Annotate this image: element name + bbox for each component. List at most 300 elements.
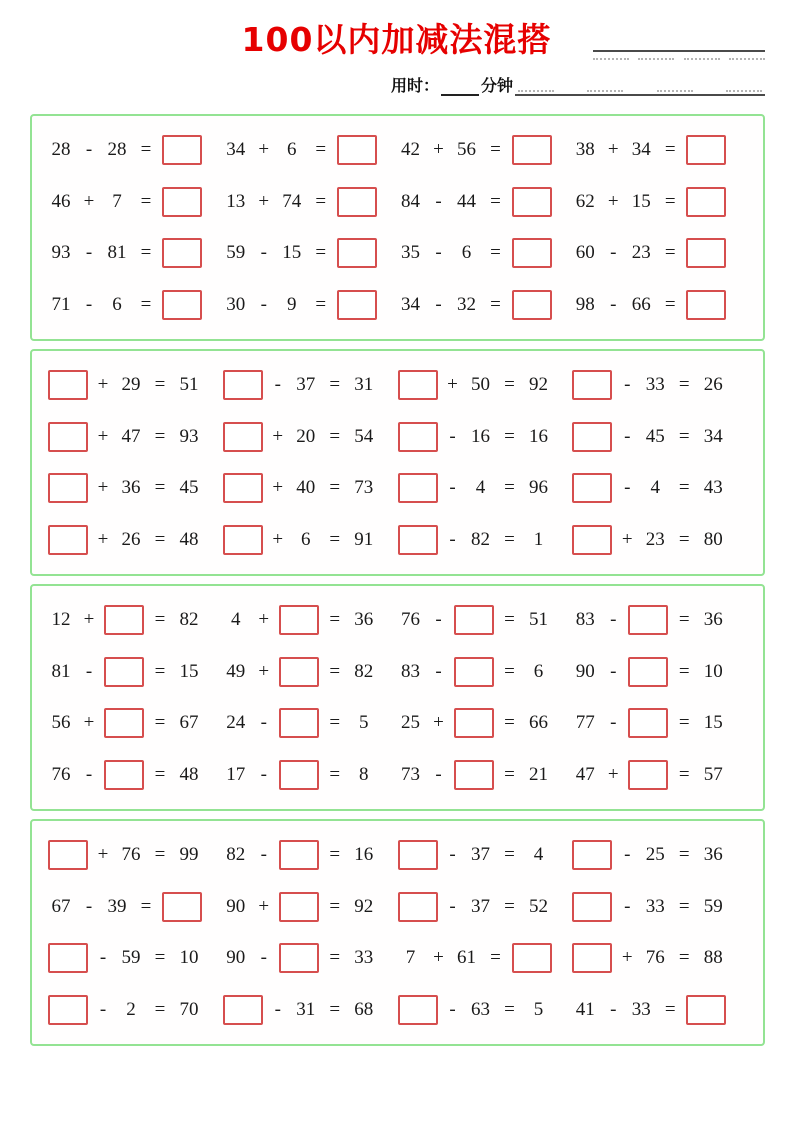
operand-number: 76: [121, 843, 141, 865]
math-problem: [48, 934, 223, 982]
answer-box[interactable]: [337, 135, 377, 165]
answer-box[interactable]: [512, 187, 552, 217]
operator-sign: -: [449, 843, 456, 865]
equals-sign: =: [154, 425, 166, 447]
result-number: 4: [533, 843, 544, 865]
result-number: 92: [354, 895, 374, 917]
equals-sign: =: [664, 138, 676, 160]
operand-number: 98: [575, 294, 595, 316]
equals-sign: =: [140, 294, 152, 316]
operand-number: 71: [51, 294, 71, 316]
math-problem: [223, 648, 398, 696]
answer-box[interactable]: [572, 473, 612, 503]
equals-sign: =: [154, 660, 166, 682]
math-problem: [398, 648, 573, 696]
minutes-blank[interactable]: [441, 82, 479, 96]
operator-sign: -: [260, 764, 267, 786]
result-number: 15: [179, 660, 199, 682]
math-problem: [48, 516, 223, 564]
math-problem: [398, 361, 573, 409]
answer-box[interactable]: [104, 605, 144, 635]
answer-box[interactable]: [337, 187, 377, 217]
answer-box[interactable]: [686, 238, 726, 268]
answer-box[interactable]: [162, 238, 202, 268]
equals-sign: =: [154, 373, 166, 395]
answer-box[interactable]: [279, 760, 319, 790]
answer-box[interactable]: [572, 943, 612, 973]
operator-sign: -: [449, 895, 456, 917]
operator-sign: -: [624, 477, 631, 499]
answer-box[interactable]: [454, 605, 494, 635]
answer-box[interactable]: [454, 708, 494, 738]
equals-sign: =: [490, 294, 501, 316]
math-problem: [223, 178, 398, 226]
operand-number: 45: [645, 425, 665, 447]
equals-sign: =: [140, 190, 152, 212]
equals-sign: =: [154, 477, 166, 499]
answer-box[interactable]: [48, 943, 88, 973]
math-problem: [223, 883, 398, 931]
name-blank-line[interactable]: [593, 50, 765, 60]
operator-sign: +: [97, 373, 109, 395]
answer-box[interactable]: [48, 370, 88, 400]
result-number: 92: [529, 373, 548, 395]
answer-box[interactable]: [628, 605, 668, 635]
result-number: 33: [354, 947, 374, 969]
operand-number: 33: [645, 373, 665, 395]
operand-number: 32: [457, 294, 476, 316]
result-number: 10: [703, 660, 723, 682]
equals-sign: =: [504, 712, 515, 734]
equals-sign: =: [329, 843, 341, 865]
answer-box[interactable]: [279, 605, 319, 635]
operand-number: 73: [401, 764, 420, 786]
operand-number: 46: [51, 190, 71, 212]
operator-sign: -: [624, 425, 631, 447]
equals-sign: =: [504, 999, 515, 1021]
operator-sign: -: [624, 843, 631, 865]
answer-box[interactable]: [686, 995, 726, 1025]
answer-box[interactable]: [162, 187, 202, 217]
equals-sign: =: [329, 660, 341, 682]
time-label: 用时：: [390, 78, 439, 95]
operand-number: 93: [51, 242, 71, 264]
equals-sign: =: [678, 843, 690, 865]
operator-sign: -: [260, 712, 267, 734]
operand-number: 62: [575, 190, 595, 212]
answer-box[interactable]: [104, 657, 144, 687]
result-number: 34: [703, 425, 723, 447]
equals-sign: =: [154, 843, 166, 865]
result-number: 68: [354, 999, 374, 1021]
answer-box[interactable]: [572, 422, 612, 452]
result-number: 51: [529, 608, 548, 630]
answer-box[interactable]: [398, 525, 438, 555]
answer-box[interactable]: [398, 840, 438, 870]
operator-sign: +: [97, 425, 109, 447]
result-number: 8: [359, 764, 369, 786]
operator-sign: -: [610, 660, 617, 682]
operand-number: 84: [401, 190, 420, 212]
operand-number: 63: [471, 999, 490, 1021]
problem-section-2: [30, 349, 765, 576]
math-problem: [48, 413, 223, 461]
equals-sign: =: [329, 764, 341, 786]
operator-sign: -: [85, 764, 93, 786]
operand-number: 15: [631, 190, 651, 212]
operand-number: 81: [51, 660, 71, 682]
result-number: 88: [703, 947, 723, 969]
operator-sign: +: [433, 947, 444, 969]
math-problem: [572, 986, 747, 1034]
math-problem: [398, 986, 573, 1034]
answer-box[interactable]: [398, 995, 438, 1025]
answer-box[interactable]: [104, 760, 144, 790]
answer-box[interactable]: [512, 135, 552, 165]
result-number: 16: [529, 425, 548, 447]
operand-number: 6: [112, 294, 122, 316]
operand-number: 4: [650, 477, 660, 499]
operand-number: 34: [401, 294, 420, 316]
result-number: 82: [354, 660, 374, 682]
equals-sign: =: [154, 999, 166, 1021]
operator-sign: +: [272, 425, 284, 447]
answer-box[interactable]: [512, 290, 552, 320]
equals-sign: =: [329, 947, 341, 969]
answer-box[interactable]: [398, 422, 438, 452]
result-number: 36: [703, 843, 723, 865]
operator-sign: +: [83, 608, 95, 630]
answer-box[interactable]: [48, 525, 88, 555]
equals-sign: =: [329, 999, 341, 1021]
answer-box[interactable]: [162, 892, 202, 922]
equals-sign: =: [664, 999, 676, 1021]
equals-sign: =: [154, 712, 166, 734]
answer-box[interactable]: [686, 187, 726, 217]
answer-box[interactable]: [104, 708, 144, 738]
operand-number: 25: [401, 712, 420, 734]
operator-sign: -: [99, 947, 107, 969]
result-number: 1: [533, 529, 544, 551]
dotted-segment: [726, 88, 762, 92]
operator-sign: -: [99, 999, 107, 1021]
answer-box[interactable]: [628, 760, 668, 790]
result-number: 26: [703, 373, 723, 395]
time-row: [0, 62, 793, 96]
operand-number: 47: [575, 764, 595, 786]
result-number: 36: [703, 608, 723, 630]
answer-box[interactable]: [223, 473, 263, 503]
operator-sign: -: [610, 999, 617, 1021]
operand-number: 34: [631, 138, 651, 160]
operand-number: 12: [51, 608, 71, 630]
result-number: 5: [359, 712, 369, 734]
math-problem: [398, 178, 573, 226]
result-number: 6: [533, 660, 544, 682]
operator-sign: -: [449, 529, 456, 551]
answer-box[interactable]: [686, 135, 726, 165]
operator-sign: -: [274, 373, 281, 395]
equals-sign: =: [154, 608, 166, 630]
result-number: 80: [703, 529, 723, 551]
operand-number: 40: [296, 477, 316, 499]
answer-box[interactable]: [223, 525, 263, 555]
answer-box[interactable]: [337, 238, 377, 268]
equals-sign: =: [678, 529, 690, 551]
math-problem: [398, 281, 573, 329]
operator-sign: -: [85, 660, 93, 682]
problem-section-4: [30, 819, 765, 1046]
operator-sign: +: [621, 529, 633, 551]
operand-number: 15: [282, 242, 302, 264]
operator-sign: +: [433, 138, 444, 160]
math-problem: [572, 883, 747, 931]
math-problem: [398, 831, 573, 879]
operator-sign: -: [260, 294, 267, 316]
operand-number: 29: [121, 373, 141, 395]
result-number: 51: [179, 373, 199, 395]
equals-sign: =: [678, 425, 690, 447]
operand-number: 47: [121, 425, 141, 447]
math-problem: [223, 229, 398, 277]
math-problem: [223, 934, 398, 982]
answer-box[interactable]: [48, 473, 88, 503]
math-problem: [572, 699, 747, 747]
math-problem: [223, 699, 398, 747]
equals-sign: =: [664, 294, 676, 316]
math-problem: [398, 413, 573, 461]
operator-sign: -: [85, 138, 93, 160]
equals-sign: =: [329, 477, 341, 499]
operand-number: 39: [107, 895, 127, 917]
operator-sign: +: [433, 712, 444, 734]
operand-number: 28: [107, 138, 127, 160]
result-number: 59: [703, 895, 723, 917]
answer-box[interactable]: [162, 290, 202, 320]
operand-number: 9: [287, 294, 297, 316]
equals-sign: =: [504, 529, 515, 551]
equals-sign: =: [678, 947, 690, 969]
operand-number: 2: [126, 999, 136, 1021]
operand-number: 56: [457, 138, 476, 160]
answer-box[interactable]: [628, 708, 668, 738]
result-number: 67: [179, 712, 199, 734]
operator-sign: -: [610, 608, 617, 630]
operator-sign: +: [258, 895, 270, 917]
answer-box[interactable]: [572, 892, 612, 922]
operator-sign: -: [435, 764, 442, 786]
equals-sign: =: [678, 660, 690, 682]
answer-box[interactable]: [223, 995, 263, 1025]
operator-sign: -: [435, 608, 442, 630]
operand-number: 82: [226, 843, 246, 865]
operator-sign: +: [272, 477, 284, 499]
answer-box[interactable]: [398, 892, 438, 922]
math-problem: [48, 831, 223, 879]
equals-sign: =: [678, 608, 690, 630]
operator-sign: +: [97, 477, 109, 499]
equals-sign: =: [490, 190, 501, 212]
math-problem: [572, 361, 747, 409]
equals-sign: =: [154, 764, 166, 786]
answer-box[interactable]: [223, 370, 263, 400]
result-number: 5: [533, 999, 544, 1021]
answer-box[interactable]: [572, 525, 612, 555]
operator-sign: -: [435, 294, 442, 316]
operand-number: 76: [645, 947, 665, 969]
operand-number: 20: [296, 425, 316, 447]
operand-number: 83: [575, 608, 595, 630]
equals-sign: =: [504, 843, 515, 865]
operand-number: 83: [401, 660, 420, 682]
operand-number: 67: [51, 895, 71, 917]
operator-sign: -: [449, 425, 456, 447]
answer-box[interactable]: [279, 657, 319, 687]
dotted-segment: [587, 88, 623, 92]
dotted-segment: [657, 88, 693, 92]
operator-sign: -: [274, 999, 281, 1021]
answer-box[interactable]: [454, 657, 494, 687]
operand-number: 59: [121, 947, 141, 969]
math-problem: [48, 361, 223, 409]
answer-box[interactable]: [279, 708, 319, 738]
math-problem: [572, 596, 747, 644]
answer-box[interactable]: [48, 840, 88, 870]
operand-number: 42: [401, 138, 420, 160]
operator-sign: -: [85, 294, 93, 316]
math-problem: [398, 596, 573, 644]
operand-number: 24: [226, 712, 246, 734]
math-problem: [48, 883, 223, 931]
answer-box[interactable]: [512, 238, 552, 268]
operand-number: 37: [296, 373, 316, 395]
equals-sign: =: [504, 895, 515, 917]
answer-box[interactable]: [162, 135, 202, 165]
equals-sign: =: [490, 138, 501, 160]
math-problem: [398, 229, 573, 277]
equals-sign: =: [315, 138, 327, 160]
answer-box[interactable]: [279, 840, 319, 870]
answer-box[interactable]: [398, 473, 438, 503]
equals-sign: =: [504, 425, 515, 447]
operand-number: 31: [296, 999, 316, 1021]
equals-sign: =: [678, 373, 690, 395]
result-number: 52: [529, 895, 548, 917]
equals-sign: =: [329, 712, 341, 734]
math-problem: [572, 281, 747, 329]
result-number: 96: [529, 477, 548, 499]
math-problem: [48, 596, 223, 644]
operand-number: 6: [287, 138, 297, 160]
operand-number: 49: [226, 660, 246, 682]
answer-box[interactable]: [279, 892, 319, 922]
answer-box[interactable]: [686, 290, 726, 320]
operand-number: 17: [226, 764, 246, 786]
operator-sign: -: [435, 190, 442, 212]
answer-box[interactable]: [337, 290, 377, 320]
result-number: 10: [179, 947, 199, 969]
equals-sign: =: [664, 242, 676, 264]
operator-sign: +: [258, 660, 270, 682]
operator-sign: -: [260, 843, 267, 865]
math-problem: [223, 516, 398, 564]
operand-number: 37: [471, 895, 490, 917]
equals-sign: =: [315, 242, 327, 264]
operator-sign: -: [449, 999, 456, 1021]
operator-sign: -: [624, 373, 631, 395]
math-problem: [223, 361, 398, 409]
sections-container: [0, 96, 793, 1046]
operator-sign: +: [607, 764, 619, 786]
result-number: 66: [529, 712, 548, 734]
answer-box[interactable]: [48, 422, 88, 452]
equals-sign: =: [504, 764, 515, 786]
answer-box[interactable]: [512, 943, 552, 973]
equals-sign: =: [329, 425, 341, 447]
answer-box[interactable]: [572, 370, 612, 400]
equals-sign: =: [140, 895, 152, 917]
math-problem: [572, 831, 747, 879]
operator-sign: +: [83, 190, 95, 212]
math-problem: [223, 986, 398, 1034]
operand-number: 44: [457, 190, 476, 212]
operand-number: 6: [461, 242, 472, 264]
operator-sign: +: [258, 608, 270, 630]
operand-number: 66: [631, 294, 651, 316]
operand-number: 26: [121, 529, 141, 551]
answer-box[interactable]: [279, 943, 319, 973]
operand-number: 34: [226, 138, 246, 160]
equals-sign: =: [154, 529, 166, 551]
time-blank-line[interactable]: [515, 78, 765, 96]
answer-box[interactable]: [48, 995, 88, 1025]
answer-box[interactable]: [398, 370, 438, 400]
operator-sign: +: [258, 190, 270, 212]
dotted-segment: [518, 88, 554, 92]
result-number: 45: [179, 477, 199, 499]
equals-sign: =: [678, 895, 690, 917]
operand-number: 76: [401, 608, 420, 630]
answer-box[interactable]: [572, 840, 612, 870]
operator-sign: +: [621, 947, 633, 969]
answer-box[interactable]: [223, 422, 263, 452]
math-problem: [48, 126, 223, 174]
problem-section-1: [30, 114, 765, 341]
time-unit: 分钟: [480, 78, 513, 95]
equals-sign: =: [140, 242, 152, 264]
equals-sign: =: [315, 294, 327, 316]
operator-sign: -: [85, 242, 93, 264]
math-problem: [572, 413, 747, 461]
operator-sign: +: [97, 529, 109, 551]
answer-box[interactable]: [454, 760, 494, 790]
math-problem: [223, 126, 398, 174]
dotted-segment: [593, 56, 629, 60]
operand-number: 76: [51, 764, 71, 786]
result-number: 54: [354, 425, 374, 447]
result-number: 21: [529, 764, 548, 786]
result-number: 31: [354, 373, 374, 395]
result-number: 43: [703, 477, 723, 499]
operand-number: 30: [226, 294, 246, 316]
equals-sign: =: [490, 947, 501, 969]
operand-number: 13: [226, 190, 246, 212]
operator-sign: -: [449, 477, 456, 499]
operand-number: 6: [301, 529, 311, 551]
equals-sign: =: [678, 712, 690, 734]
operator-sign: +: [447, 373, 458, 395]
answer-box[interactable]: [628, 657, 668, 687]
